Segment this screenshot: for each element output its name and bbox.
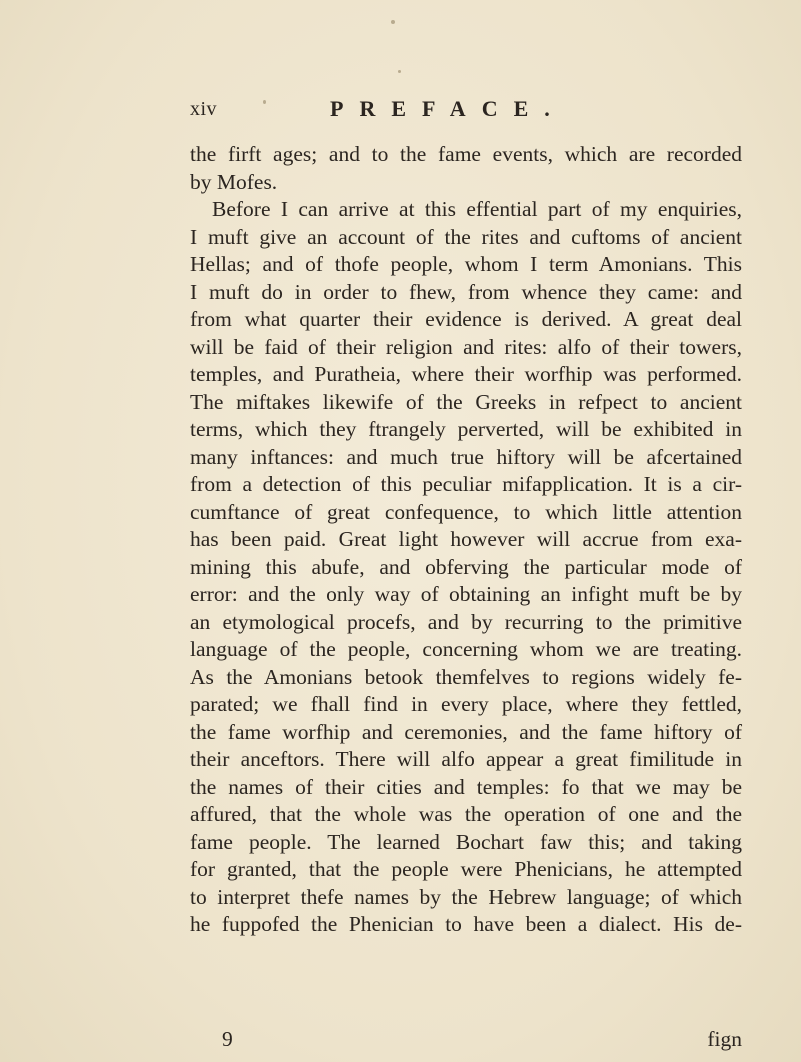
text-line: their anceftors. There will alfo appear a great fimilitude in	[190, 747, 742, 771]
paper-speck	[398, 70, 401, 73]
text-line: error: and the only way of obtaining an infight muft be by	[190, 582, 742, 606]
text-line: will be faid of their religion and rites: alfo of their towers,	[190, 334, 742, 359]
text-line: has been paid. Great light however will accrue from exa-	[190, 527, 742, 551]
text-line: Hellas; and of thofe people, whom I term Amonians. This	[190, 252, 742, 276]
page-footer	[190, 1027, 742, 1055]
text-line: I muft give an account of the rites and cuftoms of ancient	[190, 224, 742, 249]
text-line: cumftance of great confequence, to which little attention	[190, 499, 742, 524]
text-line: the fame worfhip and ceremonies, and the fame hiftory of	[190, 719, 742, 744]
text-line: the firft ages; and to the fame events, which are recorded	[190, 142, 742, 166]
text-line: language of the people, concerning whom we are treating.	[190, 637, 742, 661]
text-line: I muft do in order to fhew, from whence they came: and	[190, 279, 742, 304]
text-line: from a detection of this peculiar mifapplication. It is a cir-	[190, 472, 742, 496]
signature-mark: 9	[222, 1027, 233, 1051]
text-line: from what quarter their evidence is derived. A great deal	[190, 307, 742, 331]
text-line: As the Amonians betook themfelves to regions widely fe-	[190, 664, 742, 689]
catchword: fign	[707, 1027, 742, 1051]
text-line: Before I can arrive at this effential part of my enquiries,	[212, 197, 742, 221]
text-line: fame people. The learned Bochart faw this; and taking	[190, 829, 742, 854]
text-line: for granted, that the people were Phenicians, he attempted	[190, 857, 742, 881]
text-line: many inftances: and much true hiftory will be afcertained	[190, 444, 742, 469]
text-line: he fuppofed the Phenician to have been a dialect. His de-	[190, 912, 742, 936]
text-line: terms, which they ftrangely perverted, will be exhibited in	[190, 417, 742, 441]
text-line: by Mofes.	[190, 169, 278, 194]
text-line: an etymological procefs, and by recurring to the primitive	[190, 609, 742, 634]
text-line: to interpret thefe names by the Hebrew language; of which	[190, 884, 742, 909]
text-line: the names of their cities and temples: fo that we may be	[190, 774, 742, 799]
text-line: temples, and Puratheia, where their worfhip was performed.	[190, 362, 742, 386]
running-title: PREFACE.	[330, 96, 566, 121]
paper-speck	[391, 20, 395, 24]
text-line: mining this abufe, and obferving the particular mode of	[190, 554, 742, 579]
text-line: parated; we fhall find in every place, where they fettled,	[190, 692, 742, 716]
text-line: affured, that the whole was the operation of one and the	[190, 802, 742, 826]
page-number: xiv	[190, 98, 218, 120]
text-line: The miftakes likewife of the Greeks in refpect to ancient	[190, 389, 742, 414]
body-text	[190, 141, 742, 939]
page-header	[190, 98, 740, 128]
